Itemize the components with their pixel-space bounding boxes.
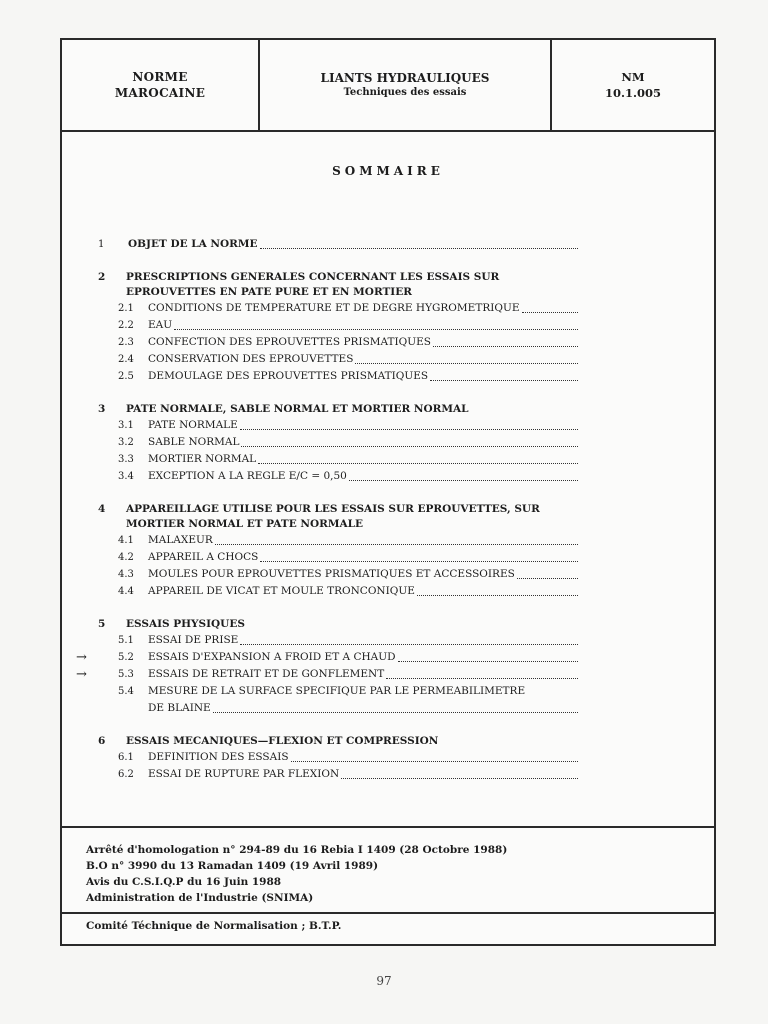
toc-entry bbox=[98, 351, 578, 368]
toc-entry-number: 6.1 bbox=[118, 752, 134, 763]
toc-entry-number: 4.2 bbox=[118, 552, 134, 563]
toc-entry-continuation bbox=[98, 700, 578, 717]
dot-leader bbox=[213, 712, 578, 713]
dot-leader bbox=[522, 312, 578, 313]
handwritten-arrow-icon: → bbox=[76, 667, 87, 682]
toc-section-heading bbox=[98, 270, 578, 300]
toc-entry-number: 3.4 bbox=[118, 471, 134, 482]
toc-entry-number: 4.1 bbox=[118, 535, 134, 546]
toc-entry bbox=[98, 632, 578, 649]
marocaine-label: MAROCAINE bbox=[114, 86, 206, 100]
dot-leader bbox=[215, 544, 578, 545]
nm-label: NM bbox=[621, 70, 645, 84]
dot-leader bbox=[349, 480, 578, 481]
toc-entry-number: 2.5 bbox=[118, 371, 134, 382]
norme-cell bbox=[62, 40, 260, 130]
toc-entry bbox=[98, 334, 578, 351]
toc-entry-label: MALAXEUR bbox=[148, 534, 213, 546]
toc-entry bbox=[76, 649, 578, 666]
toc-section-number: 5 bbox=[98, 618, 106, 630]
toc-entry-number: 4.4 bbox=[118, 586, 134, 597]
toc-entry bbox=[98, 549, 578, 566]
toc-entry-number: 2.3 bbox=[118, 337, 134, 348]
toc-entry-number: 2.1 bbox=[118, 303, 134, 314]
toc-entry-label: APPAREIL DE VICAT ET MOULE TRONCONIQUE bbox=[148, 585, 415, 597]
toc-entry bbox=[98, 434, 578, 451]
toc-entry-label: ESSAIS DE RETRAIT ET DE GONFLEMENT bbox=[148, 668, 385, 680]
administration: Administration de l'Industrie (SNIMA) bbox=[86, 892, 314, 904]
toc-section-number: 4 bbox=[98, 503, 106, 515]
dot-leader bbox=[260, 561, 578, 562]
toc-entry bbox=[98, 749, 578, 766]
dot-leader bbox=[258, 463, 578, 464]
toc-section-heading bbox=[98, 502, 578, 532]
toc-section-6 bbox=[98, 734, 578, 783]
toc-entry bbox=[98, 317, 578, 334]
toc-section-number: 3 bbox=[98, 403, 106, 415]
toc-section-3 bbox=[98, 402, 578, 485]
toc-entry-number: 5.3 bbox=[118, 669, 134, 680]
toc-entry bbox=[98, 451, 578, 468]
toc-entry-label: CONFECTION DES EPROUVETTES PRISMATIQUES bbox=[148, 336, 431, 348]
toc-entry-label: SABLE NORMAL bbox=[148, 436, 240, 448]
dot-leader bbox=[241, 446, 578, 447]
dot-leader bbox=[398, 661, 578, 662]
page-number: 97 bbox=[376, 974, 392, 988]
toc-entry-number: 3.2 bbox=[118, 437, 134, 448]
toc-section-title: ESSAIS MECANIQUES—FLEXION ET COMPRESSION bbox=[126, 735, 439, 747]
toc-section-heading bbox=[98, 402, 578, 417]
toc-entry-label: DEFINITION DES ESSAIS bbox=[148, 751, 289, 763]
toc-entry-number: 3.1 bbox=[118, 420, 134, 431]
toc-entry-number: 5.4 bbox=[118, 686, 134, 697]
toc-section-title: APPAREILLAGE UTILISE POUR LES ESSAIS SUR EPROUVETTES, SUR MORTIER NORMAL ET PATE NORMALE bbox=[126, 503, 540, 530]
dot-leader bbox=[341, 778, 578, 779]
document-title: LIANTS HYDRAULIQUES bbox=[320, 71, 490, 85]
toc-entry-label: ESSAI DE RUPTURE PAR FLEXION bbox=[148, 768, 340, 780]
toc-section-2 bbox=[98, 270, 578, 385]
toc-entry-label: EAU bbox=[148, 319, 173, 331]
toc-entry bbox=[98, 532, 578, 549]
toc-entry bbox=[98, 368, 578, 385]
norm-number: 10.1.005 bbox=[604, 86, 662, 100]
toc-entry-label: EXCEPTION A LA REGLE E/C = 0,50 bbox=[148, 470, 347, 482]
toc-section-number: 6 bbox=[98, 735, 106, 747]
toc-entry bbox=[98, 566, 578, 583]
dot-leader bbox=[260, 248, 578, 249]
toc-entry-number: 5.2 bbox=[118, 652, 134, 663]
dot-leader bbox=[355, 363, 578, 364]
table-of-contents bbox=[76, 236, 578, 800]
toc-entry-label: ESSAIS D'EXPANSION A FROID ET A CHAUD bbox=[148, 651, 396, 663]
dot-leader bbox=[433, 346, 578, 347]
toc-entry-label: DE BLAINE bbox=[148, 702, 211, 714]
document-subtitle: Techniques des essais bbox=[343, 87, 467, 98]
toc-section-title: ESSAIS PHYSIQUES bbox=[126, 618, 245, 630]
toc-entry-number: 5.1 bbox=[118, 635, 134, 646]
dot-leader bbox=[291, 761, 578, 762]
toc-entry bbox=[98, 417, 578, 434]
toc-entry bbox=[76, 666, 578, 683]
toc-entry bbox=[98, 683, 578, 700]
toc-section-1 bbox=[98, 236, 578, 253]
toc-entry-label: DEMOULAGE DES EPROUVETTES PRISMATIQUES bbox=[148, 370, 429, 382]
dot-leader bbox=[517, 578, 578, 579]
toc-section-5 bbox=[76, 617, 578, 717]
toc-entry bbox=[98, 468, 578, 485]
toc-entry-number: 3.3 bbox=[118, 454, 134, 465]
norme-label: NORME bbox=[132, 70, 188, 84]
toc-entry-number: 2.4 bbox=[118, 354, 134, 365]
toc-entry-label: OBJET DE LA NORME bbox=[128, 238, 258, 250]
technical-committee: Comité Téchnique de Normalisation ; B.T.P. bbox=[86, 920, 342, 932]
toc-entry-number: 6.2 bbox=[118, 769, 134, 780]
toc-entry-label: CONSERVATION DES EPROUVETTES bbox=[148, 353, 354, 365]
toc-entry-label: CONDITIONS DE TEMPERATURE ET DE DEGRE HYGROMETRIQUE bbox=[148, 302, 520, 314]
dot-leader bbox=[174, 329, 578, 330]
homologation-decree: Arrêté d'homologation n° 294-89 du 16 Rebia I 1409 (28 Octobre 1988) bbox=[86, 844, 508, 856]
dot-leader bbox=[430, 380, 578, 381]
toc-section-number: 2 bbox=[98, 271, 106, 283]
toc-entry-number: 1 bbox=[98, 239, 105, 250]
handwritten-arrow-icon: → bbox=[76, 650, 87, 665]
header-table bbox=[62, 40, 714, 132]
csiqp-opinion: Avis du C.S.I.Q.P du 16 Juin 1988 bbox=[86, 876, 282, 888]
document-frame bbox=[60, 38, 716, 946]
toc-entry-label: MESURE DE LA SURFACE SPECIFIQUE PAR LE PERMEABILIMETRE bbox=[148, 685, 526, 697]
toc-entry-label: MORTIER NORMAL bbox=[148, 453, 257, 465]
toc-entry-number: 4.3 bbox=[118, 569, 134, 580]
toc-entry-label: ESSAI DE PRISE bbox=[148, 634, 239, 646]
toc-entry-label: APPAREIL A CHOCS bbox=[148, 551, 259, 563]
toc-entry-label: PATE NORMALE bbox=[148, 419, 238, 431]
toc-entry bbox=[98, 766, 578, 783]
toc-section-heading bbox=[98, 617, 578, 632]
dot-leader bbox=[417, 595, 578, 596]
sommaire-heading: SOMMAIRE bbox=[332, 164, 444, 178]
dot-leader bbox=[386, 678, 578, 679]
toc-entry-label: MOULES POUR EPROUVETTES PRISMATIQUES ET ACCESSOIRES bbox=[148, 568, 515, 580]
toc-entry bbox=[98, 583, 578, 600]
toc-section-4 bbox=[98, 502, 578, 600]
dot-leader bbox=[240, 429, 578, 430]
toc-section-title: PATE NORMALE, SABLE NORMAL ET MORTIER NORMAL bbox=[126, 403, 469, 415]
toc-entry bbox=[98, 300, 578, 317]
toc-entry bbox=[98, 236, 578, 253]
homologation-box bbox=[62, 826, 714, 914]
title-cell bbox=[260, 40, 552, 130]
toc-entry-number: 2.2 bbox=[118, 320, 134, 331]
toc-section-heading bbox=[98, 734, 578, 749]
bulletin-officiel: B.O n° 3990 du 13 Ramadan 1409 (19 Avril 1989) bbox=[86, 860, 379, 872]
dot-leader bbox=[240, 644, 578, 645]
toc-section-title: PRESCRIPTIONS GENERALES CONCERNANT LES ESSAIS SUR EPROUVETTES EN PATE PURE ET EN MORTIER bbox=[126, 271, 500, 298]
reference-cell bbox=[552, 40, 714, 130]
